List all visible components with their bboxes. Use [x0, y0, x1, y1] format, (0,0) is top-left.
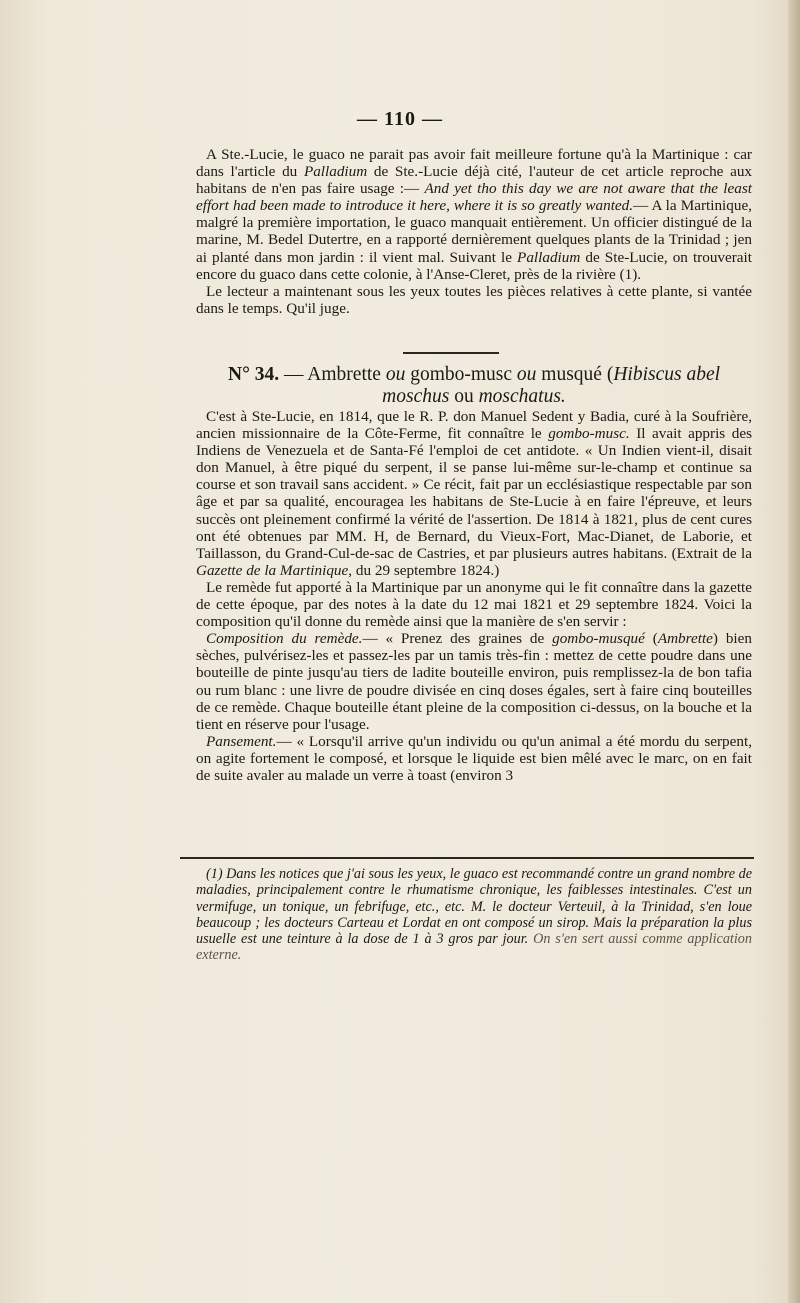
botanical-name: moschatus.	[478, 386, 566, 407]
footnote-divider	[180, 857, 754, 859]
plant-name: Ambrette	[657, 630, 713, 648]
journal-title: Palladium	[303, 163, 368, 181]
guaco-conclusion-section	[196, 146, 752, 317]
paragraph: Le remède fut apporté à la Martinique par un anonyme qui le fit connaître dans la gazette de cette époque, par des notes à la date du 12 mai 1821 et 29 septembre 1824. Voici la composition qu'il donne du remède ainsi que la manière de s'en servir :	[196, 578, 752, 631]
botanical-name: Hibiscus abel moschus	[382, 364, 721, 407]
plant-name: gombo-musc.	[548, 425, 630, 443]
text-run: A Ste.-Lucie, le guaco ne parait pas avoir fait meilleure fortune qu'à la Martinique : car dans l'article du	[196, 146, 752, 181]
footnote	[196, 866, 752, 964]
paragraph	[196, 146, 752, 283]
page-number: — 110 —	[357, 108, 443, 130]
text-run: Il avait appris des Indiens de Venezuela et de Santa-Fé l'emploi de cet antidote. « Un Indien vient-il, disait don Manuel, à être piqué du serpent, il se panse lui-même sur-le-champ et continue sa course et son travail sans accident. » Ce récit, fait par un ecclésiastique respectable par son âge et par sa qualité, encouragea les habitans de Ste-Lucie à en faire l'épreuve, et leurs succès ont pleinement confirmé la vérité de l'assertion. De 1814 à 1821, plus de cent cures ont été obtenues par MM. H, de Bernard, du Vieux-Fort, Mac-Dianet, de Laborie, et Taillasson, du Grand-Cul-de-sac de Castries, et par plusieurs autres habitans. (Extrait de la	[196, 425, 753, 562]
subheading: Pansement.	[206, 732, 277, 750]
section-divider	[403, 352, 499, 354]
footnote-text	[196, 866, 752, 964]
subheading: Composition du remède.	[206, 630, 363, 648]
text-run: (1) Dans les notices que j'ai sous les yeux, le guaco est recommandé contre un grand nombre de maladies, principalement contre le rhumatisme chronique, les faiblesses intestinales. C'est un vermifuge, un tonique, un febrifuge, etc., etc. M. le docteur Verteuil, à la Trinidad, s'en loue beaucoup ; les docteurs Carteau et Lordat en ont composé un sirop. Mais la préparation la plus usuelle est une teinture à la dose de 1 à 3 gros par jour.	[196, 866, 752, 948]
entry-number: N° 34.	[227, 364, 280, 385]
paragraph	[196, 408, 752, 579]
text-run: On s'en sert aussi comme application externe.	[196, 931, 752, 964]
text-run: — « Lorsqu'il arrive qu'un individu ou qu'un animal a été mordu du serpent, on agite fortement le composé, et lorsque le liquide est bien mêlé avec le marc, on en fait de suite avaler au malade un verre à toast (environ 3	[196, 732, 752, 784]
text-run: — « Prenez des graines de	[362, 630, 553, 648]
page-edge	[788, 0, 800, 1303]
paragraph	[196, 630, 752, 733]
paragraph	[196, 733, 752, 784]
heading-text: ou	[449, 386, 479, 407]
plant-name: gombo-musqué	[552, 630, 645, 648]
journal-title: Palladium	[517, 248, 581, 266]
text-run: de Ste.-Lucie déjà cité, l'auteur de cet article reproche aux habitans de n'en pas faire usage :—	[196, 163, 753, 198]
section-heading	[196, 364, 752, 408]
journal-title: Gazette de la Martinique	[196, 561, 349, 579]
text-run: ) bien sèches, pulvérisez-les et passez-les par un tamis très-fin : mettez de cette poudre dans une bouteille de pinte jusqu'au tiers de ladite bouteille environ, puis remplissez-la de bon tafia ou rum blanc : une livre de poudre divisée en cinq doses égales, sert à faire cinq bouteilles de ce remède. Chaque bouteille étant pleine de la composition ci-dessus, on la bouche et la tient en réserve pour l'usage.	[196, 630, 752, 733]
text-run: C'est à Ste-Lucie, en 1814, que le R. P. don Manuel Sedent y Badia, curé à la Soufrière, ancien missionnaire de la Côte-Ferme, fit connaître le	[196, 408, 752, 443]
heading-text: ou	[516, 364, 537, 385]
text-run: — A la Martinique, malgré la première importation, le guaco manquait entièrement. Un officier distingué de la marine, M. Bedel Dutertre, en a rapporté dernièrement quelques plants de la Trinidad ; jen ai planté dans mon jardin : il vient mal. Suivant le	[196, 197, 752, 266]
paragraph: Le lecteur a maintenant sous les yeux toutes les pièces relatives à cette plante, si vantée dans le temps. Qu'il juge.	[196, 282, 752, 317]
text-run: de Ste-Lucie, on trouverait encore du guaco dans cette colonie, à l'Anse-Cleret, près de la rivière (1).	[196, 248, 752, 283]
text-run: (	[644, 630, 658, 648]
english-quotation: And yet tho this day we are not aware that the least effort had been made to introduce it here, where it is so greatly wanted.	[196, 180, 752, 215]
heading-text: ou	[385, 364, 406, 385]
text-run: , du 29 septembre 1824.)	[348, 561, 500, 579]
heading-text: gombo-musc	[405, 364, 517, 385]
heading-text: — Ambrette	[279, 364, 386, 385]
ambrette-section	[196, 408, 752, 784]
heading-text: musqué (	[536, 364, 614, 385]
